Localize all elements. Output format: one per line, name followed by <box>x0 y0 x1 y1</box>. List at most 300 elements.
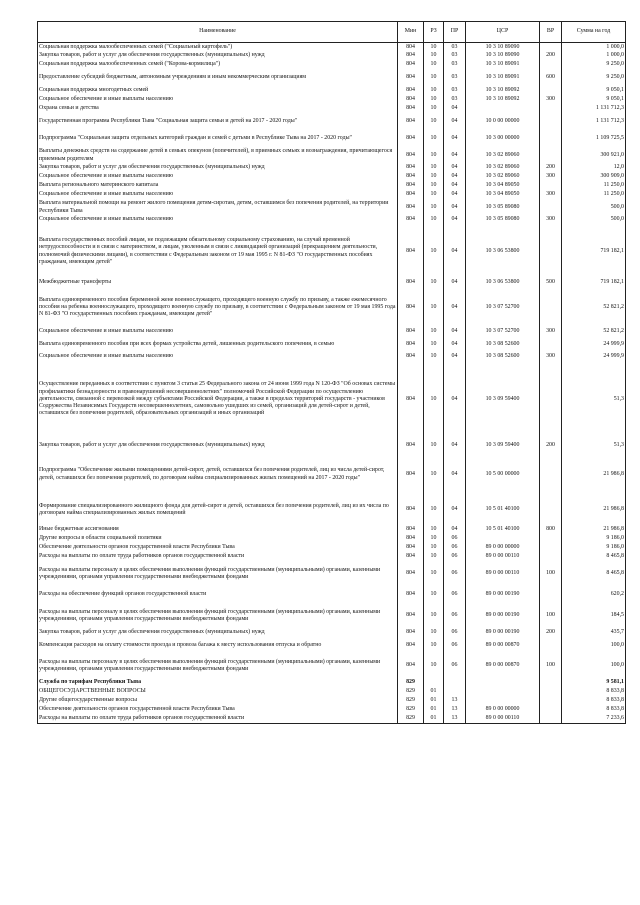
cell-sum: 1 000,0 <box>562 43 626 52</box>
cell-pr: 03 <box>444 87 466 96</box>
cell-sum: 51,3 <box>562 438 626 455</box>
cell-min: 804 <box>398 638 424 654</box>
table-row <box>38 638 626 654</box>
cell-vr <box>540 148 562 164</box>
cell-rz: 01 <box>424 688 444 697</box>
cell-pr <box>444 688 466 697</box>
cell-pr: 04 <box>444 216 466 225</box>
cell-min: 804 <box>398 131 424 148</box>
cell-csr: 10 3 08 52600 <box>466 337 540 353</box>
col-header-sum: Сумма на год <box>562 22 626 43</box>
cell-min: 804 <box>398 629 424 638</box>
cell-sum: 51,3 <box>562 362 626 438</box>
cell-sum: 1 131 712,3 <box>562 114 626 131</box>
cell-sum: 24 999,9 <box>562 337 626 353</box>
cell-min: 804 <box>398 43 424 52</box>
cell-sum: 7 233,6 <box>562 715 626 724</box>
cell-pr: 06 <box>444 654 466 679</box>
cell-name: Социальное обеспечение и иные выплаты населению <box>38 216 398 225</box>
cell-name: Другие вопросы в области социальной политики <box>38 535 398 544</box>
table-row <box>38 604 626 629</box>
cell-sum: 8 465,8 <box>562 562 626 587</box>
cell-rz: 10 <box>424 96 444 105</box>
cell-min: 804 <box>398 52 424 61</box>
cell-sum: 719 182,1 <box>562 225 626 279</box>
col-header-rz: РЗ <box>424 22 444 43</box>
cell-name: Социальное обеспечение и иные выплаты населению <box>38 96 398 105</box>
cell-rz: 10 <box>424 216 444 225</box>
table-row <box>38 715 626 724</box>
cell-name: Выплаты денежных средств на содержание детей в семьях опекунов (попечителей), в приемных семьях и вознаграждения, причитающегося приемным родителям <box>38 148 398 164</box>
cell-rz: 10 <box>424 148 444 164</box>
cell-min: 804 <box>398 87 424 96</box>
cell-min: 804 <box>398 279 424 288</box>
cell-sum: 1 000,0 <box>562 52 626 61</box>
cell-vr <box>540 288 562 328</box>
cell-sum: 9 186,0 <box>562 544 626 553</box>
cell-min: 804 <box>398 544 424 553</box>
cell-vr <box>540 362 562 438</box>
cell-name: Обеспечение деятельности органов государственной власти Республики Тыва <box>38 544 398 553</box>
cell-vr: 300 <box>540 328 562 337</box>
cell-csr: 10 3 09 59400 <box>466 362 540 438</box>
cell-vr: 100 <box>540 604 562 629</box>
cell-min: 804 <box>398 114 424 131</box>
table-row <box>38 173 626 182</box>
table-row <box>38 279 626 288</box>
cell-name: Формирование специализированного жилищного фонда для детей-сирот и детей, оставшихся без попечения родителей, лиц из их числа по договорам найма специализированных жилых помещений <box>38 495 398 526</box>
cell-pr: 03 <box>444 70 466 87</box>
cell-name: Расходы на выплаты персоналу в целях обеспечения выполнения функций государственными (муниципальными) органами, казенными учреждениями, органами управления государственными внебюджетными фондами <box>38 654 398 679</box>
cell-csr: 10 3 10 89092 <box>466 96 540 105</box>
cell-pr: 04 <box>444 131 466 148</box>
cell-min: 804 <box>398 587 424 604</box>
cell-vr: 100 <box>540 654 562 679</box>
cell-name: Выплата материальной помощи на ремонт жилого помещения детям-сиротам, детям, оставшимся без попечения родителей, на территории Республики Тыва <box>38 200 398 216</box>
cell-csr: 89 0 00 00190 <box>466 629 540 638</box>
table-row <box>38 52 626 61</box>
cell-sum: 52 821,2 <box>562 328 626 337</box>
cell-vr <box>540 715 562 724</box>
table-row <box>38 87 626 96</box>
cell-csr: 10 3 06 53800 <box>466 225 540 279</box>
cell-name: Подпрограмма "Обеспечение жилыми помещениями детей-сирот, детей, оставшихся без попечения родителей, лиц из числа детей-сирот, детей, оставшихся без попечения родителей, по договорам найма специализированных жилых помещений на 2017 - 2020 годы" <box>38 455 398 495</box>
cell-vr: 800 <box>540 526 562 535</box>
cell-pr: 04 <box>444 279 466 288</box>
cell-name: Расходы на выплаты персоналу в целях обеспечения выполнения функций государственными (муниципальными) органами, казенными учреждениями, органами управления государственными внебюджетными фондами <box>38 604 398 629</box>
cell-sum: 52 821,2 <box>562 288 626 328</box>
cell-csr <box>466 688 540 697</box>
cell-rz: 10 <box>424 535 444 544</box>
cell-min: 804 <box>398 654 424 679</box>
table-row <box>38 629 626 638</box>
cell-name: Социальное обеспечение и иные выплаты населению <box>38 328 398 337</box>
cell-min: 804 <box>398 328 424 337</box>
cell-min: 804 <box>398 535 424 544</box>
table-row <box>38 353 626 362</box>
cell-csr: 89 0 00 00190 <box>466 587 540 604</box>
cell-min: 804 <box>398 288 424 328</box>
cell-rz: 01 <box>424 706 444 715</box>
cell-min: 804 <box>398 216 424 225</box>
cell-vr <box>540 544 562 553</box>
cell-sum: 12,0 <box>562 164 626 173</box>
cell-vr: 200 <box>540 164 562 173</box>
cell-pr: 04 <box>444 191 466 200</box>
col-header-min: Мин <box>398 22 424 43</box>
table-row <box>38 553 626 562</box>
table-row <box>38 455 626 495</box>
cell-rz: 10 <box>424 526 444 535</box>
cell-rz: 10 <box>424 638 444 654</box>
cell-sum: 100,0 <box>562 654 626 679</box>
cell-csr: 10 3 05 89080 <box>466 216 540 225</box>
cell-sum: 1 131 712,3 <box>562 105 626 114</box>
table-row <box>38 288 626 328</box>
cell-pr: 04 <box>444 328 466 337</box>
cell-name: Расходы на обеспечение функций органов государственной власти <box>38 587 398 604</box>
cell-name: Закупка товаров, работ и услуг для обеспечения государственных (муниципальных) нужд <box>38 164 398 173</box>
cell-csr <box>466 535 540 544</box>
cell-vr: 300 <box>540 173 562 182</box>
cell-csr: 10 5 01 40100 <box>466 526 540 535</box>
cell-vr: 300 <box>540 216 562 225</box>
cell-pr: 04 <box>444 200 466 216</box>
cell-vr: 100 <box>540 562 562 587</box>
cell-name: Иные бюджетные ассигнования <box>38 526 398 535</box>
cell-rz: 10 <box>424 164 444 173</box>
cell-rz: 10 <box>424 328 444 337</box>
cell-vr <box>540 697 562 706</box>
cell-name: Социальная поддержка многодетных семей <box>38 87 398 96</box>
cell-vr <box>540 182 562 191</box>
table-header-row <box>38 22 626 43</box>
table-row <box>38 61 626 70</box>
cell-csr: 89 0 00 00000 <box>466 706 540 715</box>
cell-csr: 10 3 00 00000 <box>466 131 540 148</box>
cell-sum: 24 999,9 <box>562 353 626 362</box>
cell-csr: 10 3 10 89090 <box>466 43 540 52</box>
table-row <box>38 495 626 526</box>
cell-sum: 11 250,0 <box>562 191 626 200</box>
cell-min: 829 <box>398 697 424 706</box>
cell-pr: 04 <box>444 105 466 114</box>
cell-min: 804 <box>398 604 424 629</box>
cell-csr: 10 3 10 89091 <box>466 70 540 87</box>
cell-vr <box>540 131 562 148</box>
cell-csr: 10 3 07 52700 <box>466 328 540 337</box>
cell-csr: 89 0 00 00870 <box>466 638 540 654</box>
cell-pr: 03 <box>444 43 466 52</box>
cell-sum: 500,0 <box>562 216 626 225</box>
cell-min: 804 <box>398 61 424 70</box>
cell-rz: 10 <box>424 43 444 52</box>
cell-vr <box>540 43 562 52</box>
table-row <box>38 148 626 164</box>
cell-sum: 620,2 <box>562 587 626 604</box>
cell-name: Другие общегосударственные вопросы <box>38 697 398 706</box>
cell-name: Выплата единовременного пособия беременной жене военнослужащего, проходящего военную службу по призыву, а также ежемесячного пособия на ребенка военнослужащего, проходящего военную службу по призыву, в соответствии с Федеральным законом от 19 мая 1995 года N 81-ФЗ "О государственных пособиях гражданам, имеющим детей" <box>38 288 398 328</box>
cell-pr: 04 <box>444 173 466 182</box>
cell-name: Выплата регионального материнского капитала <box>38 182 398 191</box>
cell-min: 804 <box>398 438 424 455</box>
cell-csr: 10 3 10 89091 <box>466 61 540 70</box>
cell-pr: 06 <box>444 629 466 638</box>
cell-sum: 300 921,0 <box>562 148 626 164</box>
cell-name: Закупка товаров, работ и услуг для обеспечения государственных (муниципальных) нужд <box>38 629 398 638</box>
cell-rz: 10 <box>424 105 444 114</box>
cell-csr: 10 3 02 89060 <box>466 173 540 182</box>
cell-sum: 435,7 <box>562 629 626 638</box>
cell-pr: 04 <box>444 182 466 191</box>
cell-pr: 04 <box>444 148 466 164</box>
table-row <box>38 114 626 131</box>
cell-pr: 13 <box>444 697 466 706</box>
cell-vr <box>540 638 562 654</box>
cell-pr: 04 <box>444 164 466 173</box>
cell-sum: 8 833,8 <box>562 688 626 697</box>
cell-min: 804 <box>398 495 424 526</box>
table-row <box>38 131 626 148</box>
cell-name: Расходы на выплаты персоналу в целях обеспечения выполнения функций государственными (муниципальными) органами, казенными учреждениями, органами управления государственными внебюджетными фондами <box>38 562 398 587</box>
cell-name: Государственная программа Республики Тыва "Социальная защита семьи и детей на 2017 - 2020 годы" <box>38 114 398 131</box>
cell-sum: 1 109 725,5 <box>562 131 626 148</box>
cell-min: 804 <box>398 553 424 562</box>
cell-min: 804 <box>398 105 424 114</box>
cell-pr: 06 <box>444 638 466 654</box>
cell-sum: 9 250,0 <box>562 61 626 70</box>
cell-name: ОБЩЕГОСУДАРСТВЕННЫЕ ВОПРОСЫ <box>38 688 398 697</box>
cell-min: 829 <box>398 688 424 697</box>
col-header-vr: ВР <box>540 22 562 43</box>
cell-vr <box>540 455 562 495</box>
table-row <box>38 328 626 337</box>
cell-name: Социальная поддержка малообеспеченных семей ("Социальный картофель") <box>38 43 398 52</box>
table-row <box>38 697 626 706</box>
table-row <box>38 587 626 604</box>
table-row <box>38 535 626 544</box>
cell-pr: 04 <box>444 455 466 495</box>
cell-sum: 300 909,0 <box>562 173 626 182</box>
cell-csr: 10 3 04 89050 <box>466 182 540 191</box>
cell-pr: 04 <box>444 526 466 535</box>
cell-min: 804 <box>398 191 424 200</box>
cell-rz: 10 <box>424 173 444 182</box>
cell-csr: 10 3 10 89090 <box>466 52 540 61</box>
cell-pr: 03 <box>444 61 466 70</box>
cell-csr: 89 0 00 00000 <box>466 544 540 553</box>
cell-name: Выплата единовременного пособия при всех формах устройства детей, лишенных родительского попечения, в семью <box>38 337 398 353</box>
cell-csr: 89 0 00 00110 <box>466 553 540 562</box>
cell-vr <box>540 337 562 353</box>
cell-rz: 10 <box>424 52 444 61</box>
cell-csr: 10 5 01 40100 <box>466 495 540 526</box>
cell-sum: 9 050,1 <box>562 96 626 105</box>
cell-min: 804 <box>398 225 424 279</box>
cell-rz: 01 <box>424 715 444 724</box>
cell-pr: 06 <box>444 535 466 544</box>
cell-rz: 10 <box>424 604 444 629</box>
cell-sum: 9 581,1 <box>562 679 626 688</box>
cell-name: Закупка товаров, работ и услуг для обеспечения государственных (муниципальных) нужд <box>38 438 398 455</box>
cell-csr: 10 3 10 89092 <box>466 87 540 96</box>
cell-vr <box>540 61 562 70</box>
cell-name: Выплата государственных пособий лицам, не подлежащим обязательному социальному страхованию, на случай временной нетрудоспособности и в связи с материнством, и лицам, уволенным в связи с ликвидацией организаций (прекращением деятельности, полномочий физическими лицами), в соответствии с Федеральным законом от 19 мая 1995 г. N 81-ФЗ "О государственных пособиях гражданам, имеющим детей" <box>38 225 398 279</box>
cell-vr <box>540 587 562 604</box>
cell-vr <box>540 688 562 697</box>
cell-rz: 10 <box>424 200 444 216</box>
table-row <box>38 654 626 679</box>
cell-vr <box>540 553 562 562</box>
cell-csr: 10 3 07 52700 <box>466 288 540 328</box>
table-row <box>38 182 626 191</box>
budget-document <box>37 21 625 724</box>
cell-name: Служба по тарифам Республики Тыва <box>38 679 398 688</box>
table-row <box>38 191 626 200</box>
cell-min: 804 <box>398 164 424 173</box>
cell-pr: 06 <box>444 562 466 587</box>
cell-csr: 10 3 08 52600 <box>466 353 540 362</box>
cell-min: 829 <box>398 715 424 724</box>
cell-name: Социальное обеспечение и иные выплаты населению <box>38 173 398 182</box>
cell-csr: 10 3 04 89050 <box>466 191 540 200</box>
table-row <box>38 688 626 697</box>
cell-sum: 184,5 <box>562 604 626 629</box>
cell-pr: 04 <box>444 495 466 526</box>
cell-vr: 300 <box>540 353 562 362</box>
cell-vr <box>540 105 562 114</box>
cell-vr: 200 <box>540 52 562 61</box>
cell-csr: 89 0 00 00190 <box>466 604 540 629</box>
cell-vr: 200 <box>540 629 562 638</box>
cell-vr <box>540 535 562 544</box>
cell-pr: 06 <box>444 544 466 553</box>
cell-csr <box>466 105 540 114</box>
cell-name: Осуществление переданных в соответствии с пунктом 3 статьи 25 Федерального закона от 24 июня 1999 года N 120-ФЗ "Об основах системы профилактики безнадзорности и правонарушений несовершеннолетних" полномочий Российской Федерации по осуществлению деятельности, связанной с перевозкой между субъектами Российской Федерации, а также в пределах территорий государств - участников Содружества Независимых Государств несовершеннолетних, самовольно ушедших из семей, организаций для детей-сирот и детей, оставшихся без попечения родителей, образовательных организаций и иных организаций <box>38 362 398 438</box>
cell-pr: 06 <box>444 553 466 562</box>
table-body <box>38 43 626 724</box>
cell-pr: 03 <box>444 96 466 105</box>
cell-min: 804 <box>398 182 424 191</box>
cell-vr <box>540 87 562 96</box>
cell-csr: 10 3 02 89060 <box>466 148 540 164</box>
cell-rz: 10 <box>424 337 444 353</box>
cell-vr <box>540 200 562 216</box>
table-row <box>38 105 626 114</box>
col-header-name: Наименование <box>38 22 398 43</box>
cell-name: Предоставление субсидий бюджетным, автономным учреждениям и иным некоммерческим организациям <box>38 70 398 87</box>
cell-name: Закупка товаров, работ и услуг для обеспечения государственных (муниципальных) нужд <box>38 52 398 61</box>
cell-csr: 10 3 05 89080 <box>466 200 540 216</box>
cell-rz: 10 <box>424 131 444 148</box>
table-row <box>38 216 626 225</box>
table-row <box>38 706 626 715</box>
table-row <box>38 562 626 587</box>
cell-pr: 04 <box>444 362 466 438</box>
cell-pr: 13 <box>444 706 466 715</box>
cell-rz: 10 <box>424 495 444 526</box>
cell-vr: 300 <box>540 191 562 200</box>
cell-csr <box>466 697 540 706</box>
cell-name: Охрана семьи и детства <box>38 105 398 114</box>
table-row <box>38 679 626 688</box>
cell-rz: 10 <box>424 288 444 328</box>
table-row <box>38 438 626 455</box>
cell-pr: 04 <box>444 353 466 362</box>
table-row <box>38 544 626 553</box>
cell-rz: 10 <box>424 61 444 70</box>
cell-pr: 06 <box>444 604 466 629</box>
table-row <box>38 526 626 535</box>
cell-rz: 10 <box>424 654 444 679</box>
cell-rz: 10 <box>424 629 444 638</box>
cell-rz: 10 <box>424 279 444 288</box>
cell-rz: 10 <box>424 544 444 553</box>
cell-sum: 21 986,8 <box>562 526 626 535</box>
cell-vr <box>540 495 562 526</box>
cell-sum: 21 986,8 <box>562 495 626 526</box>
cell-sum: 500,0 <box>562 200 626 216</box>
cell-name: Обеспечение деятельности органов государственной власти Республики Тыва <box>38 706 398 715</box>
cell-rz: 10 <box>424 182 444 191</box>
cell-rz: 10 <box>424 455 444 495</box>
cell-name: Расходы на выплаты по оплате труда работников органов государственной власти <box>38 715 398 724</box>
cell-rz: 10 <box>424 553 444 562</box>
cell-pr <box>444 679 466 688</box>
cell-name: Компенсация расходов на оплату стоимости проезда и провоза багажа к месту использования отпуска и обратно <box>38 638 398 654</box>
cell-min: 829 <box>398 679 424 688</box>
cell-csr: 10 3 06 53800 <box>466 279 540 288</box>
cell-min: 804 <box>398 353 424 362</box>
cell-rz: 10 <box>424 353 444 362</box>
table-row <box>38 96 626 105</box>
table-row <box>38 70 626 87</box>
cell-pr: 04 <box>444 114 466 131</box>
cell-min: 804 <box>398 526 424 535</box>
cell-vr: 200 <box>540 438 562 455</box>
cell-name: Расходы на выплаты по оплате труда работников органов государственной власти <box>38 553 398 562</box>
cell-sum: 21 986,8 <box>562 455 626 495</box>
cell-min: 804 <box>398 337 424 353</box>
cell-rz: 10 <box>424 114 444 131</box>
cell-rz: 10 <box>424 587 444 604</box>
cell-csr: 10 3 02 89060 <box>466 164 540 173</box>
table-row <box>38 200 626 216</box>
cell-rz: 10 <box>424 87 444 96</box>
cell-csr: 89 0 00 00110 <box>466 715 540 724</box>
cell-pr: 13 <box>444 715 466 724</box>
cell-vr <box>540 225 562 279</box>
cell-rz: 10 <box>424 191 444 200</box>
cell-sum: 9 250,0 <box>562 70 626 87</box>
budget-table <box>37 21 626 724</box>
cell-vr: 300 <box>540 96 562 105</box>
cell-min: 804 <box>398 173 424 182</box>
cell-vr <box>540 679 562 688</box>
cell-min: 804 <box>398 562 424 587</box>
cell-vr <box>540 114 562 131</box>
cell-pr: 03 <box>444 52 466 61</box>
cell-sum: 8 833,8 <box>562 706 626 715</box>
cell-rz: 10 <box>424 70 444 87</box>
col-header-pr: ПР <box>444 22 466 43</box>
col-header-csr: ЦСР <box>466 22 540 43</box>
cell-vr <box>540 706 562 715</box>
table-row <box>38 43 626 52</box>
cell-csr: 10 0 00 00000 <box>466 114 540 131</box>
cell-name: Социальное обеспечение и иные выплаты населению <box>38 353 398 362</box>
cell-sum: 9 186,0 <box>562 535 626 544</box>
